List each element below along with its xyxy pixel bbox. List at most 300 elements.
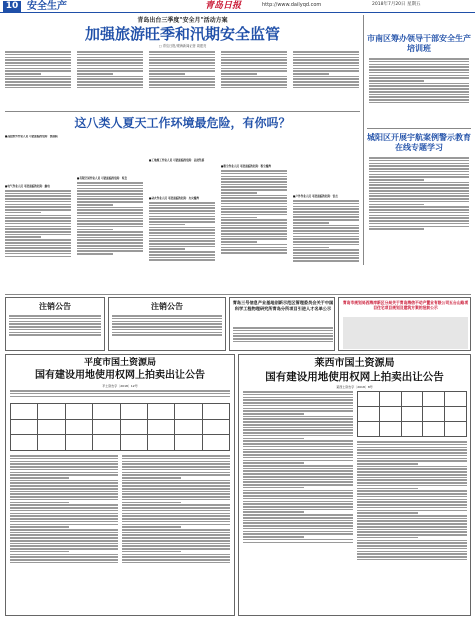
text-line xyxy=(233,333,333,335)
text-line xyxy=(369,198,469,200)
text-line xyxy=(293,241,359,243)
text-line xyxy=(243,391,353,393)
text-line xyxy=(112,315,222,317)
text-line xyxy=(293,84,359,86)
text-line xyxy=(293,65,359,67)
text-line xyxy=(10,518,118,520)
text-line xyxy=(122,485,230,487)
text-line xyxy=(243,487,304,489)
text-line xyxy=(369,228,424,230)
text-line xyxy=(293,222,329,224)
newspaper-logo: 青岛日报 xyxy=(205,1,242,11)
text-line xyxy=(357,452,467,454)
pingdu-intro xyxy=(10,389,230,401)
text-line xyxy=(77,78,143,80)
text-line xyxy=(243,402,353,404)
text-line xyxy=(149,59,215,61)
text-line xyxy=(122,458,230,460)
text-line xyxy=(243,528,353,530)
text-line xyxy=(10,469,118,471)
text-line xyxy=(77,62,143,64)
text-line xyxy=(77,234,143,236)
text-line xyxy=(122,526,181,528)
text-line xyxy=(77,81,143,83)
text-line xyxy=(5,239,71,241)
text-line xyxy=(5,76,71,78)
text-line xyxy=(5,220,71,222)
sidebar2-body xyxy=(369,156,469,264)
text-line xyxy=(369,64,469,66)
laixi-doc-no: 莱西土资告字〔2018〕8号 xyxy=(336,385,373,389)
text-line xyxy=(369,223,469,225)
text-line xyxy=(10,396,230,398)
text-line xyxy=(243,468,353,470)
text-line xyxy=(357,534,467,536)
text-line xyxy=(293,252,359,254)
text-line xyxy=(243,520,353,522)
text-line xyxy=(77,196,143,198)
text-line xyxy=(357,471,467,473)
text-line xyxy=(293,214,359,216)
laixi-land-auction-notice xyxy=(238,354,471,616)
text-line xyxy=(149,254,215,256)
text-line xyxy=(10,461,118,463)
text-line xyxy=(149,243,215,245)
text-line xyxy=(10,477,69,479)
text-line xyxy=(293,233,359,235)
text-line xyxy=(221,186,287,188)
feature-subhead: ■电气作业人员 可能面临的危险：触电 xyxy=(5,184,50,188)
text-line xyxy=(77,70,143,72)
text-line xyxy=(357,507,467,509)
text-line xyxy=(10,524,118,526)
text-line xyxy=(243,399,353,401)
text-line xyxy=(221,181,287,183)
text-line xyxy=(243,408,353,410)
text-line xyxy=(10,556,118,558)
text-line xyxy=(357,531,467,533)
text-line xyxy=(221,195,287,197)
text-line xyxy=(10,485,118,487)
text-line xyxy=(369,204,424,206)
notice2-body xyxy=(112,314,222,348)
text-line xyxy=(369,61,469,63)
text-line xyxy=(221,200,287,202)
text-line xyxy=(221,225,287,227)
feature-body-col5 xyxy=(293,135,359,290)
table-row xyxy=(11,435,230,451)
laixi-title-2: 国有建设用地使用权网上拍卖出让公告 xyxy=(265,371,444,383)
text-line xyxy=(369,102,469,104)
text-line xyxy=(243,460,353,462)
text-line xyxy=(9,321,101,323)
text-line xyxy=(77,212,143,214)
text-line xyxy=(357,510,467,512)
text-line xyxy=(149,76,215,78)
text-line xyxy=(243,405,353,407)
text-line xyxy=(243,509,353,511)
text-line xyxy=(243,539,353,541)
notice1-title: 注销公告 xyxy=(39,301,71,311)
text-line xyxy=(122,474,230,476)
text-line xyxy=(221,206,287,208)
text-line xyxy=(357,444,467,446)
text-line xyxy=(77,223,143,225)
text-line xyxy=(293,200,359,202)
pingdu-parcel-table xyxy=(10,403,230,451)
text-line xyxy=(369,217,469,219)
text-line xyxy=(221,233,287,235)
text-line xyxy=(10,513,118,515)
text-line xyxy=(5,87,71,89)
text-line xyxy=(221,230,287,232)
lead-body-col5 xyxy=(293,50,359,108)
text-line xyxy=(5,190,71,192)
text-line xyxy=(357,526,467,528)
text-line xyxy=(77,207,143,209)
text-line xyxy=(357,537,418,539)
text-line xyxy=(293,59,359,61)
text-line xyxy=(357,540,467,542)
text-line xyxy=(149,248,185,250)
text-line xyxy=(122,480,230,482)
feature-subhead: ■高温野外作业人员 可能面临的危险：热射病 xyxy=(5,135,58,138)
text-line xyxy=(122,493,230,495)
feature-headline: 这八类人夏天工作环境最危险，有你吗？ xyxy=(74,116,291,130)
text-line xyxy=(243,397,353,399)
text-line xyxy=(243,451,353,453)
text-line xyxy=(293,78,359,80)
text-line xyxy=(122,529,230,531)
text-line xyxy=(122,554,230,556)
text-line xyxy=(122,477,181,479)
text-line xyxy=(112,334,222,336)
text-line xyxy=(369,206,469,208)
text-line xyxy=(77,239,143,241)
text-line xyxy=(112,329,222,331)
text-line xyxy=(77,84,143,86)
text-line xyxy=(293,206,359,208)
text-line xyxy=(357,493,467,495)
text-line xyxy=(369,157,469,159)
text-line xyxy=(357,463,418,465)
text-line xyxy=(369,80,424,82)
text-line xyxy=(10,499,118,501)
text-line xyxy=(293,51,359,53)
text-line xyxy=(243,533,353,535)
text-line xyxy=(369,184,469,186)
pingdu-land-auction-notice xyxy=(5,354,235,616)
text-line xyxy=(10,537,118,539)
text-line xyxy=(5,198,71,200)
text-line xyxy=(77,218,143,220)
innovation-notice-title: 青岛三号信息产业基地创新示范区管理委员会关于中国科学工程物理研究所青岛分所项目引进人才名单公示 xyxy=(232,300,334,311)
table-row xyxy=(11,404,230,420)
text-line xyxy=(243,427,353,429)
text-line xyxy=(369,190,469,192)
text-line xyxy=(10,393,230,395)
text-line xyxy=(357,499,467,501)
text-line xyxy=(221,222,287,224)
text-line xyxy=(243,476,353,478)
text-line xyxy=(5,65,71,67)
text-line xyxy=(243,473,353,475)
text-line xyxy=(5,226,71,228)
pingdu-body-left xyxy=(10,454,118,612)
text-line xyxy=(122,545,230,547)
text-line xyxy=(122,559,230,561)
text-line xyxy=(5,215,71,217)
text-line xyxy=(243,479,353,481)
text-line xyxy=(293,57,359,59)
text-line xyxy=(221,238,287,240)
text-line xyxy=(221,219,287,221)
text-line xyxy=(369,69,469,71)
text-line xyxy=(243,484,353,486)
text-line xyxy=(122,466,230,468)
text-line xyxy=(5,81,71,83)
text-line xyxy=(77,245,143,247)
feature-body-col4 xyxy=(221,135,287,290)
feature-body-col1 xyxy=(5,135,71,290)
text-line xyxy=(77,198,143,200)
text-line xyxy=(357,518,467,520)
text-line xyxy=(357,466,467,468)
text-line xyxy=(122,513,230,515)
text-line xyxy=(357,460,467,462)
text-line xyxy=(221,59,287,61)
text-line xyxy=(221,65,287,67)
text-line xyxy=(293,249,359,251)
text-line xyxy=(369,99,469,101)
text-line xyxy=(5,193,71,195)
text-line xyxy=(77,87,143,89)
text-line xyxy=(293,255,359,257)
text-line xyxy=(243,394,353,396)
text-line xyxy=(112,318,222,320)
text-line xyxy=(9,332,101,334)
text-line xyxy=(149,235,215,237)
text-line xyxy=(10,545,118,547)
text-line xyxy=(369,163,469,165)
pingdu-title-1: 平度市国土资源局 xyxy=(83,358,156,368)
text-line xyxy=(221,70,287,72)
text-line xyxy=(122,488,230,490)
sidebar-divider xyxy=(367,128,471,129)
text-line xyxy=(5,212,41,214)
text-line xyxy=(10,488,118,490)
text-line xyxy=(243,506,353,508)
text-line xyxy=(5,253,71,255)
text-line xyxy=(357,542,467,544)
text-line xyxy=(221,241,257,243)
text-line xyxy=(122,507,230,509)
text-line xyxy=(122,537,230,539)
pingdu-body-right xyxy=(122,454,230,612)
text-line xyxy=(369,168,469,170)
text-line xyxy=(77,188,143,190)
talent-list-notice xyxy=(229,297,335,351)
text-line xyxy=(357,504,467,506)
text-line xyxy=(221,211,287,213)
text-line xyxy=(10,548,118,550)
notice2-title: 注销公告 xyxy=(151,301,183,311)
text-line xyxy=(10,496,118,498)
text-line xyxy=(221,244,287,246)
text-line xyxy=(357,447,467,449)
text-line xyxy=(221,236,287,238)
text-line xyxy=(122,461,230,463)
text-line xyxy=(357,520,467,522)
text-line xyxy=(357,449,467,451)
text-line xyxy=(77,237,143,239)
text-line xyxy=(77,201,143,203)
text-line xyxy=(122,455,230,457)
text-line xyxy=(369,195,469,197)
text-line xyxy=(5,73,41,75)
text-line xyxy=(122,491,230,493)
text-line xyxy=(149,81,215,83)
text-line xyxy=(5,51,71,53)
text-line xyxy=(233,335,333,337)
text-line xyxy=(10,562,118,564)
text-line xyxy=(77,190,143,192)
text-line xyxy=(293,219,359,221)
text-line xyxy=(243,413,304,415)
site-url[interactable]: http://www.dailyqd.com xyxy=(262,2,322,8)
text-line xyxy=(5,59,71,61)
text-line xyxy=(122,532,230,534)
text-line xyxy=(243,498,353,500)
text-line xyxy=(9,329,101,331)
text-line xyxy=(369,176,469,178)
text-line xyxy=(122,499,230,501)
text-line xyxy=(293,81,359,83)
text-line xyxy=(221,173,287,175)
text-line xyxy=(122,469,230,471)
text-line xyxy=(369,171,469,173)
text-line xyxy=(77,226,143,228)
text-line xyxy=(293,247,329,249)
text-line xyxy=(122,548,230,550)
cancellation-notice-1 xyxy=(5,297,105,351)
column-divider xyxy=(363,15,364,265)
text-line xyxy=(10,554,118,556)
text-line xyxy=(10,458,118,460)
text-line xyxy=(10,472,118,474)
text-line xyxy=(243,511,304,513)
text-line xyxy=(9,315,101,317)
text-line xyxy=(293,54,359,56)
text-line xyxy=(357,441,467,443)
text-line xyxy=(77,193,143,195)
text-line xyxy=(122,504,230,506)
text-line xyxy=(149,54,215,56)
text-line xyxy=(10,502,69,504)
text-line xyxy=(243,449,353,451)
text-line xyxy=(10,559,118,561)
text-line xyxy=(5,247,71,249)
text-line xyxy=(243,490,353,492)
text-line xyxy=(293,230,359,232)
text-line xyxy=(10,491,118,493)
text-line xyxy=(293,236,359,238)
text-line xyxy=(221,84,287,86)
text-line xyxy=(77,204,113,206)
text-line xyxy=(293,76,359,78)
text-line xyxy=(10,480,118,482)
text-line xyxy=(357,529,467,531)
text-line xyxy=(369,165,469,167)
innovation-notice-body xyxy=(233,326,333,350)
text-line xyxy=(5,195,71,197)
text-line xyxy=(293,225,359,227)
text-line xyxy=(77,220,143,222)
text-line xyxy=(357,496,467,498)
text-line xyxy=(369,212,469,214)
text-line xyxy=(149,210,215,212)
text-line xyxy=(77,51,143,53)
table-row xyxy=(11,419,230,435)
lead-body-col1 xyxy=(5,50,71,108)
text-line xyxy=(77,182,143,184)
text-line xyxy=(149,84,215,86)
text-line xyxy=(221,192,257,194)
text-line xyxy=(357,474,467,476)
text-line xyxy=(5,228,71,230)
text-line xyxy=(5,62,71,64)
text-line xyxy=(243,525,353,527)
laixi-body-right xyxy=(357,440,467,612)
text-line xyxy=(149,78,215,80)
planning-notice xyxy=(338,297,471,351)
text-line xyxy=(243,438,304,440)
text-line xyxy=(221,87,287,89)
sidebar1-title: 市南区筹办领导干部安全生产培训班 xyxy=(367,33,471,53)
text-line xyxy=(243,443,353,445)
text-line xyxy=(10,466,118,468)
text-line xyxy=(5,234,71,236)
text-line xyxy=(233,338,333,340)
text-line xyxy=(77,76,143,78)
text-line xyxy=(369,77,469,79)
text-line xyxy=(122,556,230,558)
text-line xyxy=(9,318,101,320)
text-line xyxy=(221,249,287,251)
text-line xyxy=(243,517,353,519)
text-line xyxy=(221,203,287,205)
text-line xyxy=(5,78,71,80)
text-line xyxy=(5,68,71,70)
text-line xyxy=(5,223,71,225)
text-line xyxy=(122,472,230,474)
feature-subhead: ■动火作业人员 可能面临的危险：火灾爆炸 xyxy=(149,196,200,200)
text-line xyxy=(5,70,71,72)
feature-subhead: ■户外作业人员 可能面临的危险：雷击 xyxy=(293,195,338,198)
text-line xyxy=(122,540,230,542)
text-line xyxy=(221,208,287,210)
text-line xyxy=(5,209,71,211)
text-line xyxy=(369,182,469,184)
text-line xyxy=(221,247,287,249)
text-line xyxy=(149,240,215,242)
text-line xyxy=(369,72,469,74)
text-line xyxy=(10,543,118,545)
cancellation-notice-2 xyxy=(108,297,226,351)
text-line xyxy=(122,496,230,498)
sidebar-story-1 xyxy=(367,15,471,125)
text-line xyxy=(10,515,118,517)
